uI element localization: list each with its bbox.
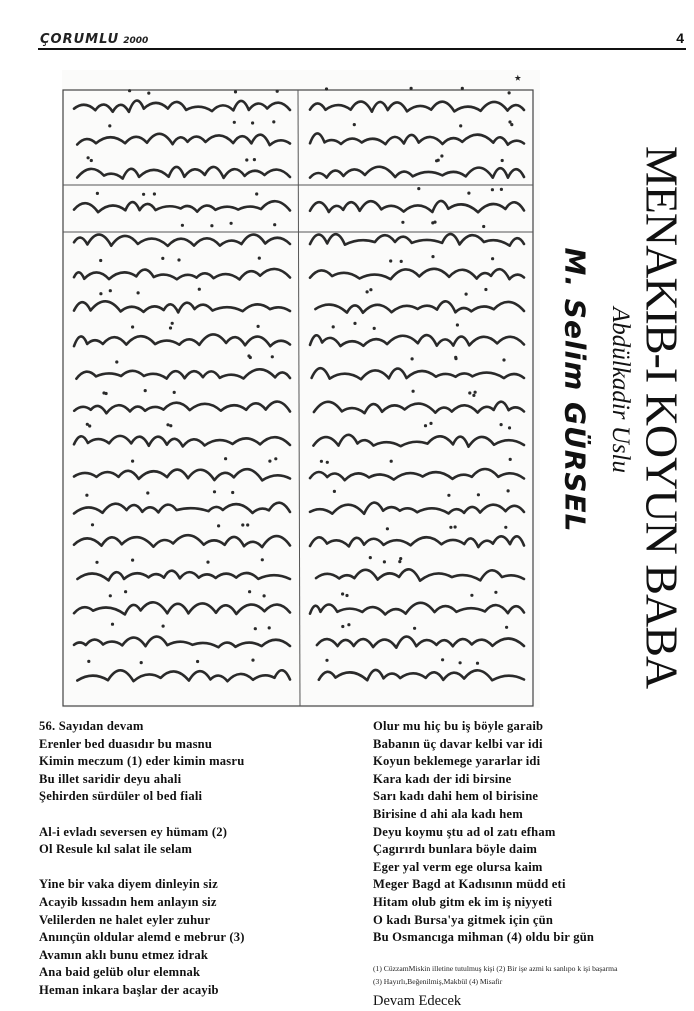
script-dot bbox=[171, 322, 174, 325]
footnotes bbox=[373, 962, 691, 988]
script-dot bbox=[401, 221, 404, 224]
script-dot bbox=[389, 259, 392, 262]
poem-line: Anıınçün oldular alemd e mebrur (3) bbox=[39, 930, 245, 945]
script-dot bbox=[108, 124, 111, 127]
script-dot bbox=[173, 391, 176, 394]
manuscript-illustration bbox=[62, 70, 540, 708]
script-dot bbox=[147, 92, 150, 95]
svg-text:٭: ٭ bbox=[514, 70, 522, 86]
poem-line: Meger Bagd at Kadısının müdd eti bbox=[373, 877, 566, 892]
script-dot bbox=[210, 224, 213, 227]
poem-line: Kara kadı der idi birsine bbox=[373, 771, 512, 786]
poem-line: Yine bir vaka diyem dinleyin siz bbox=[39, 877, 218, 892]
poem-line: Avamın aklı bunu etmez idrak bbox=[39, 947, 209, 962]
poem-line: Kimin meczum (1) eder kimin masru bbox=[39, 754, 245, 769]
script-dot bbox=[325, 87, 328, 90]
script-dot bbox=[429, 422, 432, 425]
poem-line: Çagırırdı bunlara böyle daim bbox=[373, 842, 538, 857]
script-dot bbox=[166, 423, 169, 426]
poem-line: Sarı kadı dahi hem ol birisine bbox=[373, 789, 539, 804]
script-dot bbox=[109, 289, 112, 292]
script-dot bbox=[85, 494, 88, 497]
script-dot bbox=[257, 325, 260, 328]
poem-line: Deyu koymu ştu ad ol zatı efham bbox=[373, 824, 556, 839]
script-dot bbox=[169, 326, 172, 329]
script-dot bbox=[96, 192, 99, 195]
script-dot bbox=[482, 225, 485, 228]
script-dot bbox=[461, 87, 464, 90]
script-dot bbox=[509, 458, 512, 461]
script-dot bbox=[341, 625, 344, 628]
script-dot bbox=[347, 623, 350, 626]
script-dot bbox=[504, 526, 507, 529]
poem-line: Erenler bed duasıdır bu masnu bbox=[39, 736, 213, 751]
poem-line: Acayib kıssadın hem anlayın siz bbox=[39, 894, 217, 909]
poem-line: Babanın üç davar kelbi var idi bbox=[373, 736, 543, 751]
script-dot bbox=[177, 258, 180, 261]
script-dot bbox=[491, 257, 494, 260]
script-dot bbox=[501, 159, 504, 162]
script-dot bbox=[213, 490, 216, 493]
script-dot bbox=[470, 594, 473, 597]
script-dot bbox=[441, 658, 444, 661]
continued-note: Devam Edecek bbox=[373, 993, 462, 1009]
stanza-gap bbox=[39, 859, 339, 877]
article-title: MENAKIB-I KOYUN BABA bbox=[636, 145, 688, 689]
masthead bbox=[8, 30, 686, 50]
script-dot bbox=[124, 590, 127, 593]
script-dot bbox=[410, 87, 413, 90]
script-dot bbox=[233, 121, 236, 124]
poem-line: Şehirden sürdüler ol bed fiali bbox=[39, 789, 203, 804]
author-name: M. Selim GÜRSEL bbox=[558, 247, 592, 533]
script-dot bbox=[326, 461, 329, 464]
script-dot bbox=[99, 292, 102, 295]
script-dot bbox=[386, 527, 389, 530]
script-dot bbox=[181, 224, 184, 227]
script-dot bbox=[87, 660, 90, 663]
script-dot bbox=[146, 491, 149, 494]
poem-line: Bu illet saridir deyu ahali bbox=[39, 771, 182, 786]
script-dot bbox=[253, 158, 256, 161]
script-dot bbox=[86, 423, 89, 426]
script-dot bbox=[144, 389, 147, 392]
script-dot bbox=[254, 627, 257, 630]
script-dot bbox=[413, 627, 416, 630]
script-dot bbox=[507, 489, 510, 492]
script-dot bbox=[274, 457, 277, 460]
script-dot bbox=[268, 626, 271, 629]
script-dot bbox=[459, 124, 462, 127]
script-dot bbox=[272, 120, 275, 123]
script-dot bbox=[484, 288, 487, 291]
script-dot bbox=[142, 193, 145, 196]
script-dot bbox=[263, 594, 266, 597]
script-dot bbox=[333, 490, 336, 493]
script-dot bbox=[234, 90, 237, 93]
script-dot bbox=[246, 523, 249, 526]
script-dot bbox=[111, 623, 114, 626]
script-dot bbox=[440, 154, 443, 157]
script-dot bbox=[90, 159, 93, 162]
script-dot bbox=[153, 192, 156, 195]
script-dot bbox=[431, 255, 434, 258]
script-dot bbox=[369, 556, 372, 559]
script-dot bbox=[115, 360, 118, 363]
stanza-gap bbox=[39, 806, 339, 824]
article-subtitle: Abdülkadir Uslu bbox=[607, 307, 634, 473]
script-dot bbox=[241, 523, 244, 526]
script-dot bbox=[383, 560, 386, 563]
script-dot bbox=[245, 158, 248, 161]
brand-name: ÇORUMLU bbox=[40, 32, 120, 47]
script-dot bbox=[411, 357, 414, 360]
script-dot bbox=[217, 524, 220, 527]
script-dot bbox=[399, 557, 402, 560]
script-dot bbox=[400, 260, 403, 263]
script-dot bbox=[390, 460, 393, 463]
script-dot bbox=[131, 559, 134, 562]
poem-line: O kadı Bursa'ya gitmek için çün bbox=[373, 912, 554, 927]
script-dot bbox=[508, 120, 511, 123]
script-dot bbox=[431, 221, 434, 224]
script-dot bbox=[412, 390, 415, 393]
poem-line: Eger yal verm ege olursa kaim bbox=[373, 859, 543, 874]
script-dot bbox=[454, 525, 457, 528]
poem-line: Ana baid gelüb olur elemnak bbox=[39, 965, 201, 980]
poem-line: Bu Osmancıga mihman (4) oldu bir gün bbox=[373, 930, 595, 945]
script-dot bbox=[474, 391, 477, 394]
script-dot bbox=[508, 426, 511, 429]
script-dot bbox=[271, 355, 274, 358]
script-dot bbox=[161, 257, 164, 260]
script-dot bbox=[162, 625, 165, 628]
footnote-line: (1) CüzzamMiskin illetine tutulmuş kişi (2) Bir işe azmi kı sanlıpo k işi başarma bbox=[373, 964, 618, 973]
poem-line: Al-i evladı seversen ey hümam (2) bbox=[39, 824, 228, 839]
script-dot bbox=[477, 493, 480, 496]
script-dot bbox=[320, 460, 323, 463]
script-dot bbox=[95, 561, 98, 564]
script-dot bbox=[325, 659, 328, 662]
script-dot bbox=[196, 660, 199, 663]
script-dot bbox=[128, 89, 131, 92]
script-dot bbox=[140, 661, 143, 664]
poem-line: Birisine d ahi ala kadı hem bbox=[373, 806, 523, 821]
script-dot bbox=[369, 288, 372, 291]
script-dot bbox=[508, 91, 511, 94]
script-dot bbox=[248, 590, 251, 593]
script-dot bbox=[137, 291, 140, 294]
script-dot bbox=[491, 188, 494, 191]
poem-column-right bbox=[373, 718, 683, 947]
script-dot bbox=[494, 591, 497, 594]
author-block bbox=[545, 247, 605, 570]
brand-year: 2000 bbox=[123, 36, 149, 46]
script-dot bbox=[261, 558, 264, 561]
script-dot bbox=[99, 259, 102, 262]
script-dot bbox=[437, 159, 440, 162]
script-dot bbox=[332, 325, 335, 328]
script-dot bbox=[341, 592, 344, 595]
script-dot bbox=[249, 356, 252, 359]
script-dot bbox=[459, 661, 462, 664]
script-dot bbox=[500, 423, 503, 426]
title-block bbox=[632, 112, 692, 722]
poem-line: Velilerden ne halet eyler zuhur bbox=[39, 912, 211, 927]
script-dot bbox=[353, 322, 356, 325]
poem-line: Ol Resule kıl salat ile selam bbox=[39, 842, 193, 857]
manuscript-image bbox=[62, 70, 540, 708]
script-dot bbox=[230, 222, 233, 225]
script-dot bbox=[345, 594, 348, 597]
script-dot bbox=[251, 659, 254, 662]
script-dot bbox=[169, 424, 172, 427]
script-dot bbox=[476, 662, 479, 665]
script-dot bbox=[465, 293, 468, 296]
poem-line: Koyun beklemege yararlar idi bbox=[373, 754, 541, 769]
script-dot bbox=[231, 491, 234, 494]
poem-line: 56. Sayıdan devam bbox=[39, 719, 144, 733]
script-dot bbox=[87, 156, 90, 159]
script-dot bbox=[276, 90, 279, 93]
script-dot bbox=[454, 356, 457, 359]
script-dot bbox=[373, 327, 376, 330]
script-dot bbox=[456, 323, 459, 326]
header-rule bbox=[38, 48, 686, 50]
script-dot bbox=[398, 560, 401, 563]
script-dot bbox=[206, 561, 209, 564]
script-dot bbox=[353, 123, 356, 126]
script-dot bbox=[224, 457, 227, 460]
poem-line: Hitam olub gitm ek im iş niyyeti bbox=[373, 894, 553, 909]
script-dot bbox=[268, 460, 271, 463]
script-dot bbox=[366, 290, 369, 293]
poem-column-left bbox=[39, 718, 339, 1000]
subtitle-block bbox=[605, 250, 635, 570]
footnote-line: (3) Hayırlı,Beğenilmiş,Makbül (4) Misafir bbox=[373, 977, 503, 986]
script-dot bbox=[273, 223, 276, 226]
script-dot bbox=[424, 424, 427, 427]
script-dot bbox=[502, 358, 505, 361]
script-dot bbox=[91, 523, 94, 526]
script-dot bbox=[131, 460, 134, 463]
page-number: 4 bbox=[676, 30, 684, 46]
script-dot bbox=[102, 391, 105, 394]
poem-line: Heman inkara başlar der acayib bbox=[39, 982, 219, 997]
script-dot bbox=[467, 192, 470, 195]
script-dot bbox=[449, 526, 452, 529]
script-dot bbox=[505, 626, 508, 629]
script-dot bbox=[510, 123, 513, 126]
poem-line: Olur mu hiç bu iş böyle garaib bbox=[373, 719, 544, 733]
script-dot bbox=[500, 188, 503, 191]
script-dot bbox=[251, 121, 254, 124]
publication-name bbox=[40, 32, 148, 47]
script-dot bbox=[472, 394, 475, 397]
script-dot bbox=[131, 325, 134, 328]
script-dot bbox=[417, 187, 420, 190]
script-dot bbox=[258, 257, 261, 260]
script-dot bbox=[109, 594, 112, 597]
script-dot bbox=[255, 192, 258, 195]
script-dot bbox=[468, 391, 471, 394]
script-dot bbox=[447, 494, 450, 497]
script-dot bbox=[198, 288, 201, 291]
